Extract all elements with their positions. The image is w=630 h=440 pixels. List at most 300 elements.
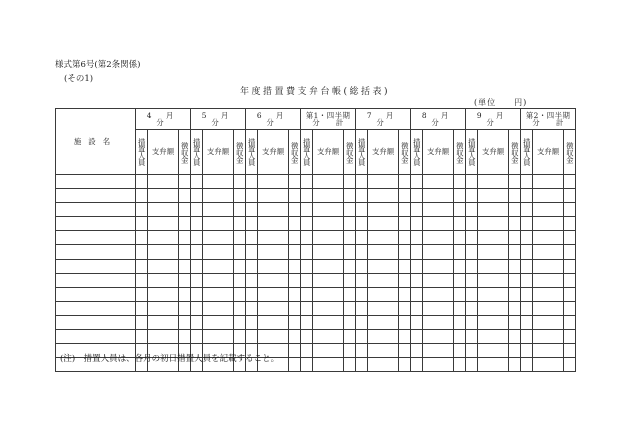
table-cell [521, 344, 533, 358]
table-cell [148, 175, 179, 189]
table-cell [399, 287, 411, 301]
table-cell [301, 315, 313, 329]
page-title: 年度措置費支弁台帳(総括表) [239, 87, 391, 97]
table-cell [191, 245, 203, 259]
table-cell [289, 315, 301, 329]
table-cell [399, 315, 411, 329]
table-cell [564, 217, 576, 231]
period-header-5: 7 月 分 [356, 109, 411, 130]
table-cell [533, 344, 564, 358]
period-header-8: 第2・四半期 分 計 [521, 109, 576, 130]
table-cell [368, 259, 399, 273]
period-header-6: 8 月 分 [411, 109, 466, 130]
table-cell [234, 189, 246, 203]
table-cell [411, 287, 423, 301]
table-cell [564, 301, 576, 315]
table-cell [509, 315, 521, 329]
table-cell [301, 344, 313, 358]
table-cell [234, 217, 246, 231]
table-cell [313, 245, 344, 259]
table-cell [289, 175, 301, 189]
table-cell [521, 217, 533, 231]
table-cell [509, 203, 521, 217]
table-cell [454, 245, 466, 259]
table-cell [148, 203, 179, 217]
table-cell [136, 259, 148, 273]
table-cell [411, 358, 423, 372]
ledger-table [55, 108, 576, 372]
table-cell [234, 245, 246, 259]
table-cell [466, 203, 478, 217]
table-cell [478, 259, 509, 273]
persons-header: 措置人員 [136, 130, 148, 175]
table-cell [478, 175, 509, 189]
ledger-body [56, 175, 576, 372]
table-cell [191, 287, 203, 301]
table-cell [411, 315, 423, 329]
table-cell [313, 231, 344, 245]
table-cell [466, 189, 478, 203]
facility-cell [56, 217, 136, 231]
period-header-4: 第1・四半期 分 計 [301, 109, 356, 130]
table-cell [301, 189, 313, 203]
table-cell [234, 203, 246, 217]
table-cell [368, 358, 399, 372]
table-cell [356, 344, 368, 358]
facility-cell [56, 245, 136, 259]
table-cell [191, 203, 203, 217]
table-cell [344, 344, 356, 358]
facility-cell [56, 259, 136, 273]
table-cell [148, 273, 179, 287]
table-cell [533, 315, 564, 329]
table-cell [454, 189, 466, 203]
table-cell [234, 330, 246, 344]
table-cell [466, 231, 478, 245]
facility-cell [56, 287, 136, 301]
table-cell [301, 287, 313, 301]
table-cell [179, 245, 191, 259]
table-cell [533, 273, 564, 287]
table-cell [411, 203, 423, 217]
table-cell [356, 231, 368, 245]
table-cell [136, 287, 148, 301]
table-cell [148, 231, 179, 245]
collection-header: 徴収金 [289, 130, 301, 175]
table-cell [289, 203, 301, 217]
table-cell [191, 330, 203, 344]
table-cell [136, 231, 148, 245]
table-cell [466, 344, 478, 358]
table-cell [454, 330, 466, 344]
facility-header: 施設名 [56, 109, 136, 175]
table-cell [246, 259, 258, 273]
table-cell [399, 217, 411, 231]
table-cell [234, 315, 246, 329]
payment-header: 支弁額 [423, 130, 454, 175]
table-cell [368, 273, 399, 287]
table-cell [148, 330, 179, 344]
table-cell [356, 203, 368, 217]
table-cell [423, 301, 454, 315]
table-cell [423, 231, 454, 245]
table-cell [246, 330, 258, 344]
table-cell [289, 287, 301, 301]
table-cell [411, 344, 423, 358]
table-cell [234, 259, 246, 273]
table-cell [191, 189, 203, 203]
table-cell [313, 344, 344, 358]
table-cell [136, 330, 148, 344]
table-cell [313, 273, 344, 287]
table-cell [368, 217, 399, 231]
table-cell [478, 217, 509, 231]
table-cell [399, 189, 411, 203]
table-cell [203, 287, 234, 301]
table-cell [521, 273, 533, 287]
table-cell [203, 301, 234, 315]
table-cell [454, 315, 466, 329]
table-cell [246, 315, 258, 329]
table-cell [301, 231, 313, 245]
table-cell [466, 245, 478, 259]
table-cell [478, 273, 509, 287]
table-cell [521, 175, 533, 189]
table-cell [301, 245, 313, 259]
table-cell [136, 189, 148, 203]
table-cell [234, 287, 246, 301]
table-cell [136, 245, 148, 259]
table-cell [136, 175, 148, 189]
table-row [56, 287, 576, 301]
table-cell [179, 273, 191, 287]
table-cell [533, 287, 564, 301]
table-cell [509, 358, 521, 372]
table-cell [136, 217, 148, 231]
table-cell [356, 315, 368, 329]
table-cell [564, 175, 576, 189]
payment-header: 支弁額 [368, 130, 399, 175]
table-cell [246, 245, 258, 259]
table-cell [301, 259, 313, 273]
table-cell [344, 259, 356, 273]
payment-header: 支弁額 [258, 130, 289, 175]
table-cell [411, 175, 423, 189]
table-cell [356, 287, 368, 301]
table-cell [258, 259, 289, 273]
table-cell [466, 315, 478, 329]
table-cell [344, 245, 356, 259]
table-cell [148, 245, 179, 259]
table-cell [368, 189, 399, 203]
table-cell [411, 245, 423, 259]
persons-header: 措置人員 [521, 130, 533, 175]
table-cell [564, 189, 576, 203]
table-cell [533, 203, 564, 217]
table-cell [301, 217, 313, 231]
table-cell [509, 301, 521, 315]
table-cell [356, 245, 368, 259]
table-row [56, 315, 576, 329]
table-cell [533, 259, 564, 273]
table-cell [203, 175, 234, 189]
table-cell [533, 189, 564, 203]
table-cell [356, 273, 368, 287]
table-cell [258, 203, 289, 217]
table-cell [478, 358, 509, 372]
table-cell [136, 203, 148, 217]
table-cell [423, 358, 454, 372]
table-cell [521, 203, 533, 217]
table-cell [356, 301, 368, 315]
table-cell [258, 287, 289, 301]
table-cell [246, 217, 258, 231]
period-header-7: 9 月 分 [466, 109, 521, 130]
persons-header: 措置人員 [466, 130, 478, 175]
table-cell [478, 301, 509, 315]
table-cell [203, 189, 234, 203]
table-cell [301, 358, 313, 372]
table-cell [564, 203, 576, 217]
table-cell [258, 273, 289, 287]
table-cell [509, 273, 521, 287]
table-cell [179, 287, 191, 301]
period-header-3: 6 月 分 [246, 109, 301, 130]
table-cell [191, 301, 203, 315]
table-cell [423, 344, 454, 358]
table-row [56, 259, 576, 273]
table-cell [313, 287, 344, 301]
table-cell [509, 287, 521, 301]
table-cell [258, 315, 289, 329]
table-cell [423, 330, 454, 344]
table-cell [533, 358, 564, 372]
table-cell [368, 175, 399, 189]
table-cell [478, 203, 509, 217]
table-cell [246, 175, 258, 189]
table-cell [478, 330, 509, 344]
table-cell [136, 301, 148, 315]
table-cell [521, 245, 533, 259]
table-cell [478, 344, 509, 358]
table-cell [454, 301, 466, 315]
collection-header: 徴収金 [179, 130, 191, 175]
table-cell [564, 259, 576, 273]
table-cell [564, 273, 576, 287]
table-cell [423, 217, 454, 231]
table-cell [411, 231, 423, 245]
table-cell [344, 189, 356, 203]
table-cell [466, 287, 478, 301]
persons-header: 措置人員 [411, 130, 423, 175]
table-cell [423, 203, 454, 217]
table-cell [289, 245, 301, 259]
table-cell [356, 217, 368, 231]
table-row [56, 273, 576, 287]
table-cell [466, 175, 478, 189]
facility-cell [56, 301, 136, 315]
table-cell [344, 301, 356, 315]
table-cell [258, 301, 289, 315]
table-cell [179, 189, 191, 203]
table-cell [289, 273, 301, 287]
table-cell [423, 259, 454, 273]
table-cell [423, 189, 454, 203]
table-cell [356, 330, 368, 344]
table-cell [533, 330, 564, 344]
table-cell [179, 301, 191, 315]
table-cell [344, 203, 356, 217]
table-cell [203, 259, 234, 273]
table-cell [564, 245, 576, 259]
table-cell [399, 245, 411, 259]
table-cell [411, 273, 423, 287]
table-cell [521, 330, 533, 344]
table-cell [564, 315, 576, 329]
table-cell [399, 358, 411, 372]
table-cell [258, 217, 289, 231]
persons-header: 措置人員 [356, 130, 368, 175]
table-cell [258, 245, 289, 259]
table-row [56, 330, 576, 344]
table-cell [258, 231, 289, 245]
table-cell [423, 315, 454, 329]
table-cell [533, 301, 564, 315]
table-cell [399, 203, 411, 217]
table-cell [344, 330, 356, 344]
table-cell [423, 273, 454, 287]
table-cell [466, 259, 478, 273]
collection-header: 徴収金 [454, 130, 466, 175]
table-cell [509, 231, 521, 245]
table-cell [368, 231, 399, 245]
table-cell [246, 231, 258, 245]
table-cell [399, 259, 411, 273]
table-cell [423, 287, 454, 301]
facility-cell [56, 189, 136, 203]
table-cell [313, 189, 344, 203]
table-cell [289, 217, 301, 231]
table-cell [191, 259, 203, 273]
table-cell [313, 330, 344, 344]
table-cell [368, 330, 399, 344]
table-cell [179, 217, 191, 231]
table-cell [454, 344, 466, 358]
table-cell [313, 203, 344, 217]
persons-header: 措置人員 [191, 130, 203, 175]
table-cell [191, 175, 203, 189]
table-cell [258, 330, 289, 344]
collection-header: 徴収金 [564, 130, 576, 175]
table-cell [246, 301, 258, 315]
table-cell [234, 231, 246, 245]
table-cell [509, 245, 521, 259]
table-cell [564, 344, 576, 358]
table-cell [454, 175, 466, 189]
table-cell [399, 344, 411, 358]
table-cell [356, 175, 368, 189]
table-cell [344, 358, 356, 372]
collection-header: 徴収金 [509, 130, 521, 175]
table-cell [466, 217, 478, 231]
table-cell [399, 301, 411, 315]
table-cell [148, 259, 179, 273]
table-cell [179, 315, 191, 329]
table-cell [203, 273, 234, 287]
table-cell [234, 301, 246, 315]
table-cell [301, 301, 313, 315]
footnote: (注) 措置人員は、各月の初日措置人員を記載すること。 [60, 354, 280, 364]
table-cell [203, 231, 234, 245]
table-cell [466, 330, 478, 344]
table-cell [234, 175, 246, 189]
table-cell [533, 231, 564, 245]
table-cell [344, 217, 356, 231]
table-cell [454, 287, 466, 301]
table-cell [368, 287, 399, 301]
table-cell [148, 189, 179, 203]
table-cell [411, 301, 423, 315]
table-cell [313, 175, 344, 189]
table-cell [478, 287, 509, 301]
table-row [56, 217, 576, 231]
table-cell [399, 273, 411, 287]
table-cell [179, 231, 191, 245]
table-row [56, 175, 576, 189]
table-cell [344, 175, 356, 189]
table-cell [368, 203, 399, 217]
table-cell [368, 245, 399, 259]
table-cell [454, 358, 466, 372]
table-cell [313, 301, 344, 315]
persons-header: 措置人員 [246, 130, 258, 175]
table-cell [289, 301, 301, 315]
facility-cell [56, 273, 136, 287]
table-cell [301, 175, 313, 189]
period-header-2: 5 月 分 [191, 109, 246, 130]
table-cell [356, 259, 368, 273]
table-cell [313, 358, 344, 372]
table-cell [454, 231, 466, 245]
table-cell [399, 175, 411, 189]
table-cell [454, 203, 466, 217]
table-cell [344, 315, 356, 329]
table-cell [301, 203, 313, 217]
table-cell [521, 315, 533, 329]
table-cell [313, 217, 344, 231]
table-cell [478, 189, 509, 203]
facility-cell [56, 315, 136, 329]
table-cell [258, 189, 289, 203]
table-cell [179, 203, 191, 217]
table-cell [509, 344, 521, 358]
table-cell [246, 189, 258, 203]
facility-cell [56, 203, 136, 217]
table-cell [478, 315, 509, 329]
sub-number: (その1) [64, 74, 94, 84]
collection-header: 徴収金 [399, 130, 411, 175]
table-cell [399, 231, 411, 245]
table-cell [368, 301, 399, 315]
payment-header: 支弁額 [203, 130, 234, 175]
table-cell [521, 287, 533, 301]
table-cell [411, 330, 423, 344]
table-cell [533, 245, 564, 259]
table-cell [179, 175, 191, 189]
table-cell [234, 273, 246, 287]
table-cell [399, 330, 411, 344]
table-row [56, 231, 576, 245]
